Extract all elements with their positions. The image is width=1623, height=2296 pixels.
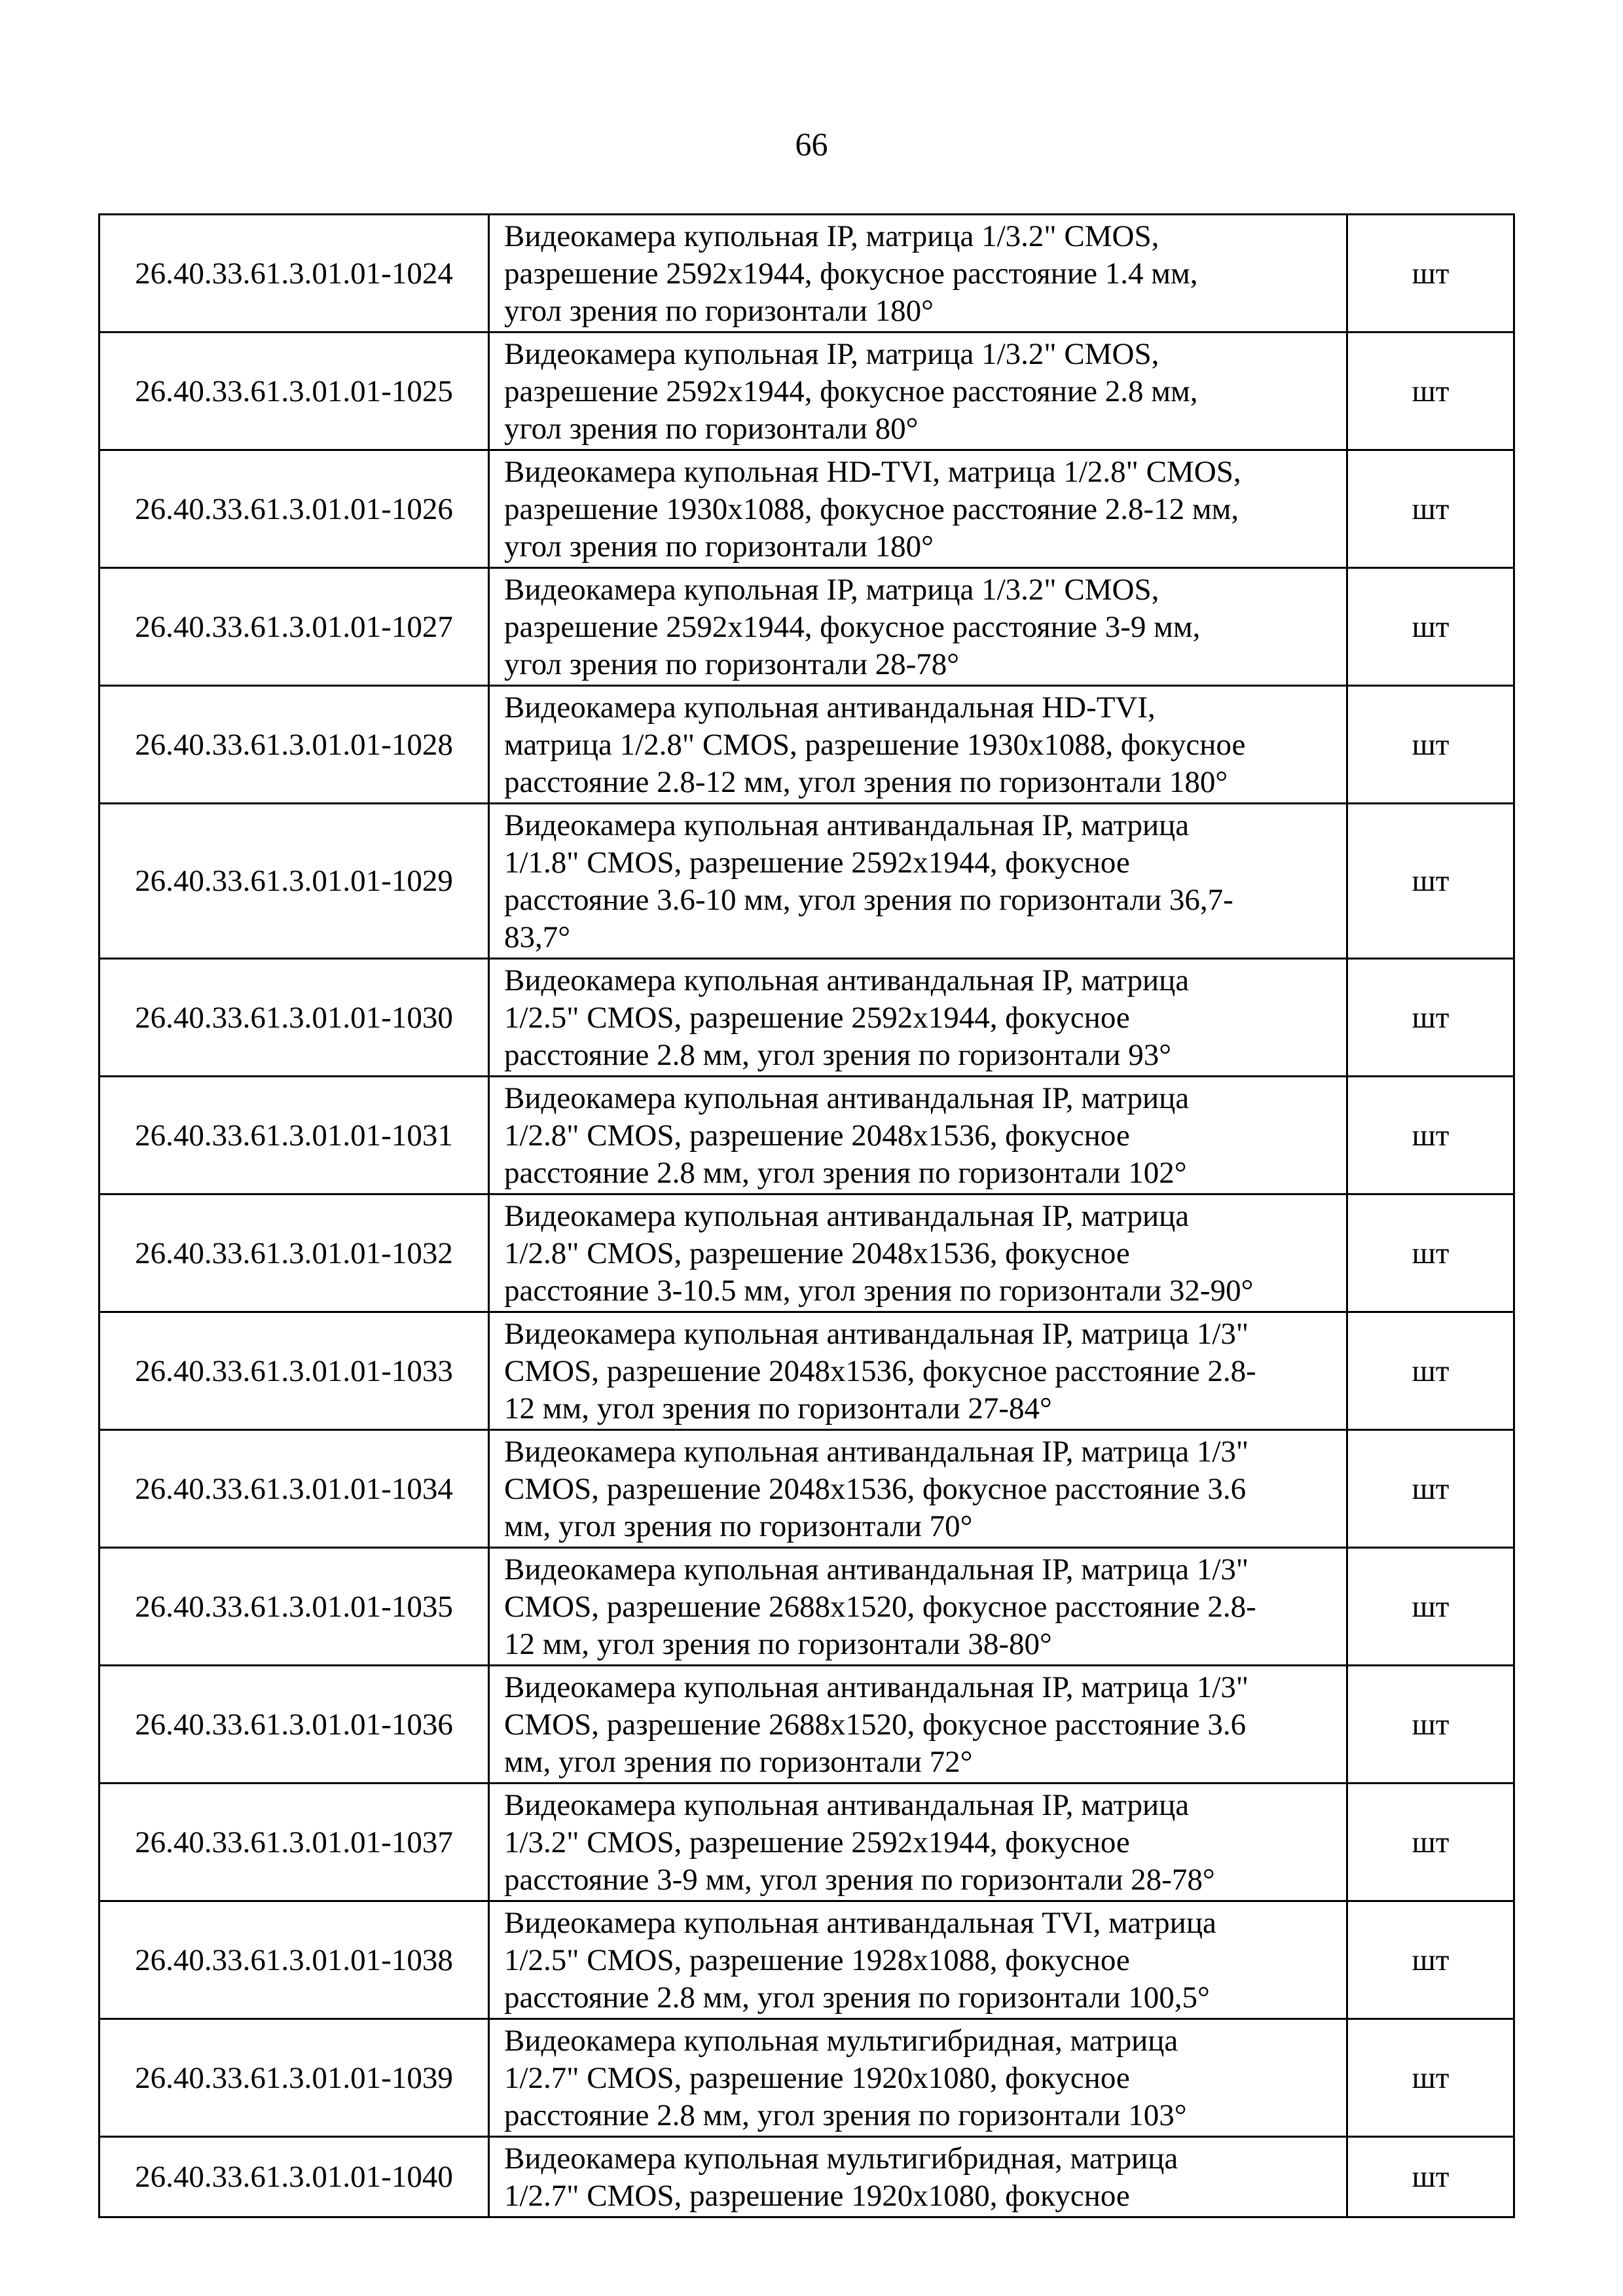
description-line: разрешение 2592x1944, фокусное расстояние 1.4 мм, [504, 257, 1198, 291]
description-line: Видеокамера купольная антивандальная IP, матрица 1/3" [504, 1670, 1249, 1704]
item-unit: шт [1347, 1901, 1514, 2019]
description-line: CMOS, разрешение 2688x1520, фокусное расстояние 2.8- [504, 1590, 1256, 1624]
item-code: 26.40.33.61.3.01.01-1029 [100, 804, 489, 959]
description-line: CMOS, разрешение 2048x1536, фокусное расстояние 3.6 [504, 1472, 1247, 1506]
table-row [100, 1430, 1514, 1548]
description-line: 83,7° [504, 920, 571, 954]
item-code: 26.40.33.61.3.01.01-1038 [100, 1901, 489, 2019]
description-line: 1/3.2" CMOS, разрешение 2592x1944, фокусное [504, 1825, 1130, 1859]
description-line: Видеокамера купольная антивандальная IP, матрица 1/3" [504, 1435, 1249, 1469]
table-row [100, 686, 1514, 804]
item-code: 26.40.33.61.3.01.01-1027 [100, 568, 489, 686]
description-line: Видеокамера купольная антивандальная IP, матрица [504, 963, 1190, 997]
table-row [100, 215, 1514, 332]
item-unit: шт [1347, 959, 1514, 1077]
table-row [100, 1548, 1514, 1666]
item-description [489, 1312, 1347, 1430]
item-code: 26.40.33.61.3.01.01-1037 [100, 1784, 489, 1901]
table-row [100, 1666, 1514, 1784]
item-description [489, 1194, 1347, 1312]
table-row [100, 1077, 1514, 1194]
item-code: 26.40.33.61.3.01.01-1028 [100, 686, 489, 804]
description-line: расстояние 3.6-10 мм, угол зрения по горизонтали 36,7- [504, 883, 1233, 917]
description-line: CMOS, разрешение 2688x1520, фокусное расстояние 3.6 [504, 1708, 1247, 1742]
description-line: Видеокамера купольная антивандальная IP, матрица [504, 1788, 1190, 1822]
item-unit: шт [1347, 2137, 1514, 2217]
description-line: расстояние 3-9 мм, угол зрения по горизонтали 28-78° [504, 1863, 1215, 1897]
description-line: угол зрения по горизонтали 180° [504, 294, 934, 328]
item-code: 26.40.33.61.3.01.01-1035 [100, 1548, 489, 1666]
description-line: 12 мм, угол зрения по горизонтали 27-84° [504, 1391, 1052, 1426]
item-code: 26.40.33.61.3.01.01-1032 [100, 1194, 489, 1312]
description-line: угол зрения по горизонтали 180° [504, 529, 934, 564]
description-line: мм, угол зрения по горизонтали 70° [504, 1509, 973, 1543]
description-line: 1/1.8" CMOS, разрешение 2592x1944, фокусное [504, 846, 1130, 880]
item-description [489, 2019, 1347, 2137]
item-description [489, 1666, 1347, 1784]
item-unit: шт [1347, 332, 1514, 450]
description-line: матрица 1/2.8" CMOS, разрешение 1930x1088, фокусное [504, 728, 1246, 762]
item-code: 26.40.33.61.3.01.01-1024 [100, 215, 489, 332]
description-line: 1/2.7" CMOS, разрешение 1920x1080, фокусное [504, 2179, 1130, 2213]
item-unit: шт [1347, 686, 1514, 804]
item-unit: шт [1347, 1077, 1514, 1194]
item-unit: шт [1347, 2019, 1514, 2137]
item-unit: шт [1347, 1548, 1514, 1666]
item-description [489, 1077, 1347, 1194]
items-table [98, 213, 1515, 2218]
description-line: угол зрения по горизонтали 28-78° [504, 647, 960, 681]
item-code: 26.40.33.61.3.01.01-1039 [100, 2019, 489, 2137]
table-row [100, 2137, 1514, 2217]
item-unit: шт [1347, 1312, 1514, 1430]
description-line: CMOS, разрешение 2048x1536, фокусное расстояние 2.8- [504, 1354, 1256, 1388]
item-unit: шт [1347, 1666, 1514, 1784]
item-description [489, 1901, 1347, 2019]
item-description [489, 1784, 1347, 1901]
item-code: 26.40.33.61.3.01.01-1036 [100, 1666, 489, 1784]
item-description [489, 215, 1347, 332]
description-line: расстояние 2.8 мм, угол зрения по горизонтали 103° [504, 2098, 1187, 2132]
description-line: Видеокамера купольная антивандальная IP, матрица [504, 1199, 1190, 1233]
item-description [489, 686, 1347, 804]
item-unit: шт [1347, 1784, 1514, 1901]
item-code: 26.40.33.61.3.01.01-1034 [100, 1430, 489, 1548]
table-row [100, 1312, 1514, 1430]
item-code: 26.40.33.61.3.01.01-1033 [100, 1312, 489, 1430]
item-code: 26.40.33.61.3.01.01-1040 [100, 2137, 489, 2217]
description-line: 1/2.7" CMOS, разрешение 1920x1080, фокусное [504, 2061, 1130, 2095]
table-row [100, 450, 1514, 568]
description-line: Видеокамера купольная IP, матрица 1/3.2" CMOS, [504, 337, 1159, 371]
table-row [100, 1901, 1514, 2019]
items-table-body [100, 215, 1514, 2217]
table-row [100, 959, 1514, 1077]
table-row [100, 568, 1514, 686]
item-code: 26.40.33.61.3.01.01-1026 [100, 450, 489, 568]
description-line: Видеокамера купольная антивандальная IP, матрица 1/3" [504, 1552, 1249, 1587]
item-unit: шт [1347, 804, 1514, 959]
description-line: расстояние 3-10.5 мм, угол зрения по горизонтали 32-90° [504, 1274, 1254, 1308]
item-description [489, 2137, 1347, 2217]
description-line: 1/2.8" CMOS, разрешение 2048x1536, фокусное [504, 1119, 1130, 1153]
description-line: разрешение 1930x1088, фокусное расстояние 2.8-12 мм, [504, 492, 1239, 526]
description-line: Видеокамера купольная IP, матрица 1/3.2" CMOS, [504, 573, 1159, 607]
description-line: Видеокамера купольная HD-TVI, матрица 1/2.8" CMOS, [504, 455, 1241, 489]
item-description [489, 332, 1347, 450]
table-row [100, 804, 1514, 959]
description-line: разрешение 2592x1944, фокусное расстояние 2.8 мм, [504, 374, 1198, 408]
description-line: 1/2.8" CMOS, разрешение 2048x1536, фокусное [504, 1236, 1130, 1270]
item-description [489, 450, 1347, 568]
description-line: мм, угол зрения по горизонтали 72° [504, 1745, 973, 1779]
item-code: 26.40.33.61.3.01.01-1025 [100, 332, 489, 450]
item-code: 26.40.33.61.3.01.01-1030 [100, 959, 489, 1077]
description-line: 1/2.5" CMOS, разрешение 2592x1944, фокусное [504, 1001, 1130, 1035]
item-code: 26.40.33.61.3.01.01-1031 [100, 1077, 489, 1194]
item-description [489, 1548, 1347, 1666]
table-row [100, 332, 1514, 450]
table-row [100, 1194, 1514, 1312]
page-number: 66 [795, 126, 828, 162]
item-unit: шт [1347, 568, 1514, 686]
table-row [100, 2019, 1514, 2137]
item-description [489, 804, 1347, 959]
description-line: разрешение 2592x1944, фокусное расстояние 3-9 мм, [504, 610, 1201, 644]
description-line: Видеокамера купольная антивандальная TVI, матрица [504, 1906, 1216, 1940]
item-unit: шт [1347, 1194, 1514, 1312]
table-row [100, 1784, 1514, 1901]
description-line: расстояние 2.8 мм, угол зрения по горизонтали 100,5° [504, 1981, 1210, 2015]
item-description [489, 1430, 1347, 1548]
description-line: Видеокамера купольная антивандальная IP, матрица [504, 808, 1190, 842]
description-line: угол зрения по горизонтали 80° [504, 412, 919, 446]
description-line: Видеокамера купольная антивандальная IP, матрица 1/3" [504, 1317, 1249, 1351]
item-unit: шт [1347, 215, 1514, 332]
description-line: расстояние 2.8 мм, угол зрения по горизонтали 102° [504, 1156, 1187, 1190]
description-line: Видеокамера купольная мультигибридная, матрица [504, 2142, 1178, 2176]
item-description [489, 568, 1347, 686]
description-line: Видеокамера купольная антивандальная IP, матрица [504, 1081, 1190, 1115]
description-line: расстояние 2.8-12 мм, угол зрения по горизонтали 180° [504, 765, 1228, 799]
description-line: расстояние 2.8 мм, угол зрения по горизонтали 93° [504, 1038, 1172, 1072]
description-line: 1/2.5" CMOS, разрешение 1928x1088, фокусное [504, 1943, 1130, 1977]
item-description [489, 959, 1347, 1077]
item-unit: шт [1347, 1430, 1514, 1548]
description-line: Видеокамера купольная IP, матрица 1/3.2" CMOS, [504, 219, 1159, 253]
description-line: Видеокамера купольная мультигибридная, матрица [504, 2024, 1178, 2058]
description-line: 12 мм, угол зрения по горизонтали 38-80° [504, 1627, 1052, 1661]
item-unit: шт [1347, 450, 1514, 568]
description-line: Видеокамера купольная антивандальная HD-TVI, [504, 691, 1156, 725]
